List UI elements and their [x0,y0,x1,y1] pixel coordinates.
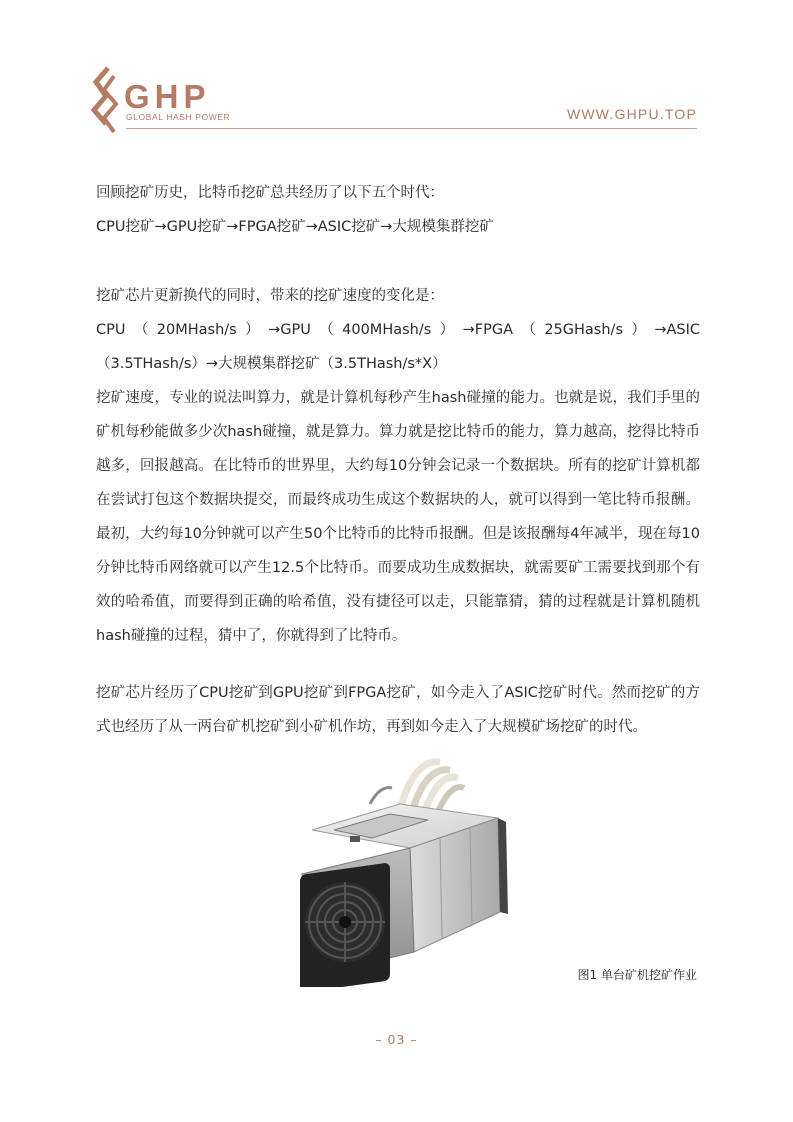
paragraph-mining-eras [96,176,700,244]
text-line: 式也经历了从一两台矿机挖矿到小矿机作坊，再到如今走入了大规模矿场挖矿的时代。 [96,719,647,735]
text-line: 越多，回报越高。在比特币的世界里，大约每10分钟会记录一个数据块。所有的挖矿计算机都 [96,458,700,474]
page-number: – 03 – [375,1032,418,1047]
asic-miner-image [250,752,545,987]
ghp-logo-icon [88,66,124,136]
text-line: 在尝试打包这个数据块提交，而最终成功生成这个数据块的人，就可以得到一笔比特币报酬。 [96,492,700,508]
paragraph-mining-scale [96,676,700,744]
page-header [0,0,793,140]
text-line: （3.5THash/s）→大规模集群挖矿（3.5THash/s*X） [96,356,447,372]
brand-tagline: GLOBAL HASH POWER [126,112,231,122]
site-url[interactable]: WWW.GHPU.TOP [566,106,697,122]
text-line: 挖矿速度，专业的说法叫算力，就是计算机每秒产生hash碰撞的能力。也就是说，我们手里的 [96,390,700,406]
text-line: 回顾挖矿历史，比特币挖矿总共经历了以下五个时代： [96,185,444,201]
text-line: 挖矿芯片经历了CPU挖矿到GPU挖矿到FPGA挖矿，如今走入了ASIC挖矿时代。然而挖矿的方 [96,685,700,701]
text-line: hash碰撞的过程，猜中了，你就得到了比特币。 [96,628,407,644]
text-line: CPU挖矿→GPU挖矿→FPGA挖矿→ASIC挖矿→大规模集群挖矿 [96,219,494,235]
text-line: 分钟比特币网络就可以产生12.5个比特币。而要成功生成数据块，就需要矿工需要找到那个有 [96,560,700,576]
text-line: 挖矿芯片更新换代的同时，带来的挖矿速度的变化是： [96,288,444,304]
text-line: 效的哈希值，而要得到正确的哈希值，没有捷径可以走，只能靠猜，猜的过程就是计算机随机 [96,594,700,610]
text-line: 最初，大约每10分钟就可以产生50个比特币的比特币报酬。但是该报酬每4年减半，现在每10 [96,526,700,542]
brand-name: GHP [124,78,211,115]
paragraph-hashrate [96,279,700,653]
figure-caption: 图1 单台矿机挖矿作业 [577,968,697,982]
text-line: CPU（20MHash/s）→GPU（400MHash/s）→FPGA（25GHash/s）→ASIC [96,322,700,338]
header-divider [126,128,697,129]
text-line: 矿机每秒能做多少次hash碰撞，就是算力。算力就是挖比特币的能力，算力越高，挖得比特币 [96,424,700,440]
